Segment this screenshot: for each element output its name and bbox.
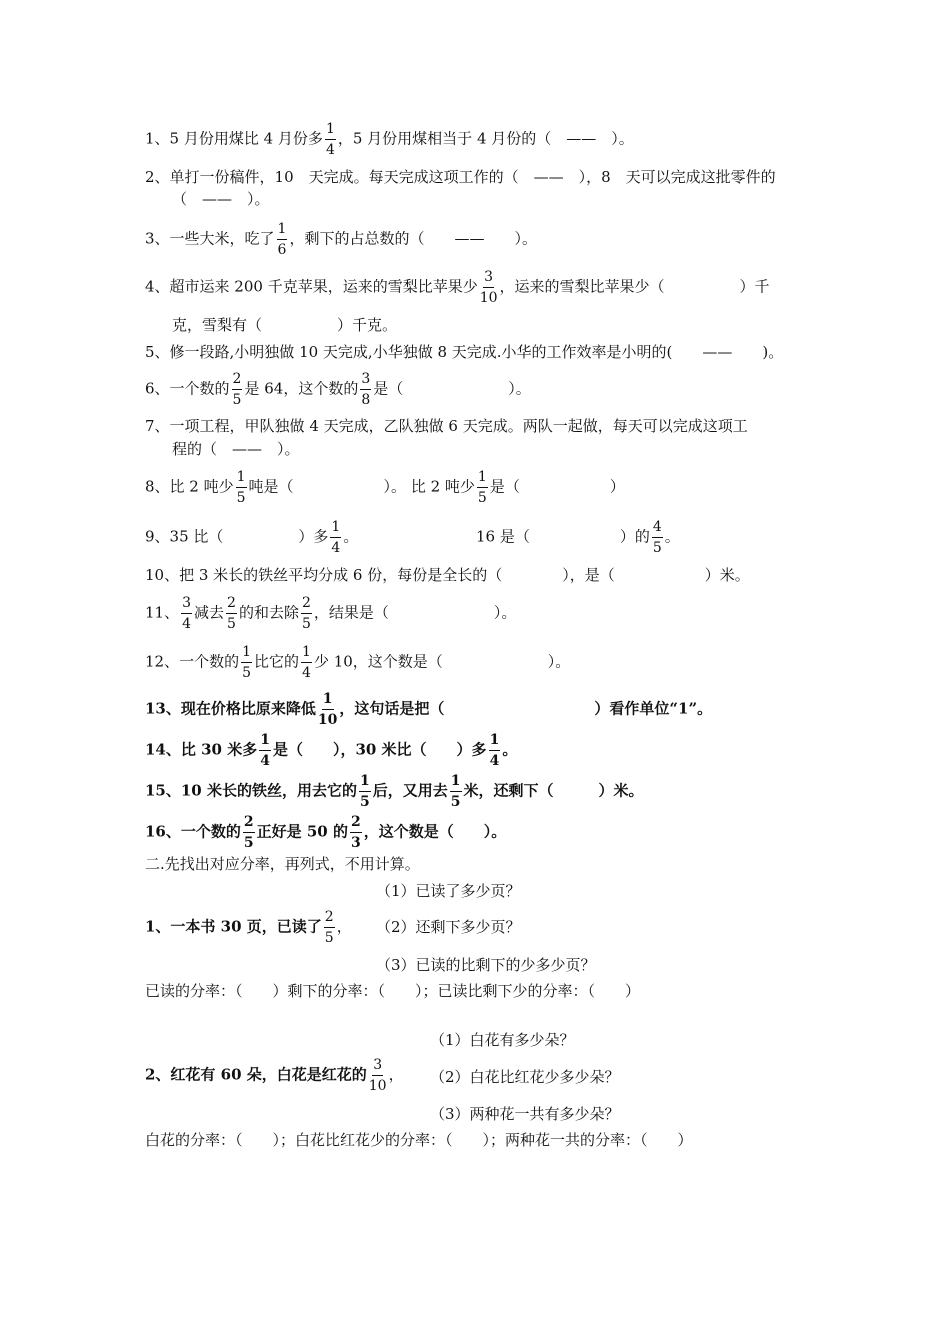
question-16: 16、一个数的 $\frac{2}{5}$ 正好是 50 的 $\frac{2}{3}$ ，这个数是（ ）。 <box>145 814 507 851</box>
question-7: 7、一项工程，甲队独做 4 天完成，乙队独做 6 天完成。两队一起做，每天可以完成这项工 <box>145 417 748 435</box>
fraction: $\frac{1}{6}$ <box>277 221 287 258</box>
problem-2-sub-2: （2）白花比红花少多少朵？ <box>430 1068 620 1086</box>
problem-1-answer-line: 已读的分率：（ ）剩下的分率：（ ）；已读比剩下少的分率：（ ） <box>145 982 641 1000</box>
fraction: $\frac{1}{4}$ <box>489 732 500 769</box>
fraction: $\frac{1}{4}$ <box>331 519 341 556</box>
problem-2: 2、红花有 60 朵，白花是红花的 $\frac{3}{10}$ ， <box>145 1057 404 1094</box>
question-1: 1、5 月份用煤比 4 月份多 $\frac{1}{4}$ ，5 月份用煤相当于 4 月份的（ —— ）。 <box>145 121 634 158</box>
problem-2-sub-3: （3）两种花一共有多少朵？ <box>430 1105 620 1123</box>
fraction: $\frac{2}{5}$ <box>232 371 242 408</box>
fraction: $\frac{1}{5}$ <box>236 469 246 506</box>
fraction: $\frac{3}{10}$ <box>479 269 498 306</box>
fraction: $\frac{2}{3}$ <box>350 814 361 851</box>
fraction: $\frac{1}{5}$ <box>359 773 370 810</box>
question-11: 11、 $\frac{3}{4}$ 减去 $\frac{2}{5}$ 的和去除 $\frac{2}{5}$ ，结果是（ ）。 <box>145 595 517 632</box>
question-14: 14、比 30 米多 $\frac{1}{4}$ 是（ ），30 米比（ ）多 $\frac{1}{4}$ 。 <box>145 732 518 769</box>
fraction: $\frac{3}{8}$ <box>361 371 371 408</box>
question-13: 13、现在价格比原来降低 $\frac{1}{10}$ ，这句话是把（ ）看作单位“1”。 <box>145 691 713 728</box>
question-text: 1、5 月份用煤比 4 月份多 <box>145 129 323 148</box>
fraction: $\frac{2}{5}$ <box>301 595 311 632</box>
question-10: 10、把 3 米长的铁丝平均分成 6 份，每份是全长的（ ），是（ ）米。 <box>145 566 750 584</box>
section-2-title: 二.先找出对应分率，再列式，不用计算。 <box>145 855 420 873</box>
fraction: $\frac{1}{5}$ <box>242 644 252 681</box>
problem-1-sub-2: （2）还剩下多少页？ <box>376 918 521 936</box>
fraction: $\frac{1}{4}$ <box>260 732 270 769</box>
problem-1-sub-3: （3）已读的比剩下的少多少页？ <box>376 956 596 974</box>
fraction: $\frac{1}{5}$ <box>477 469 487 506</box>
question-4-cont: 克，雪梨有（ ）千克。 <box>172 316 398 334</box>
question-15: 15、10 米长的铁丝，用去它的 $\frac{1}{5}$ 后，又用去 $\frac{1}{5}$ 米，还剩下（ ）米。 <box>145 773 644 810</box>
question-3: 3、一些大米，吃了 $\frac{1}{6}$ ，剩下的占总数的（ —— ）。 <box>145 221 537 258</box>
fraction: $\frac{2}{5}$ <box>243 814 254 851</box>
problem-1: 1、一本书 30 页，已读了 $\frac{2}{5}$ ， <box>145 909 352 946</box>
question-8: 8、比 2 吨少 $\frac{1}{5}$ 吨是（ ）。 比 2 吨少 $\frac{1}{5}$ 是（ ） <box>145 469 625 506</box>
fraction: $\frac{4}{5}$ <box>652 519 662 556</box>
fraction: $\frac{3}{10}$ <box>368 1057 387 1094</box>
problem-2-answer-line: 白花的分率：（ ）；白花比红花少的分率：（ ）；两种花一共的分率：（ ） <box>145 1131 693 1149</box>
question-9a: 9、35 比（ ）多 $\frac{1}{4}$ 。 <box>145 519 359 556</box>
problem-1-sub-1: （1）已读了多少页？ <box>376 882 521 900</box>
question-2-cont: （ —— ）。 <box>172 190 270 208</box>
fraction: $\frac{1}{4}$ <box>302 644 311 681</box>
problem-2-sub-1: （1）白花有多少朵？ <box>430 1031 575 1049</box>
fraction: $\frac{2}{5}$ <box>227 595 236 632</box>
fraction: $\frac{1}{10}$ <box>317 691 338 728</box>
question-2: 2、单打一份稿件，10 天完成。每天完成这项工作的（ —— ），8 天可以完成这批零件的 <box>145 168 776 186</box>
question-9b: 16 是（ ）的 $\frac{4}{5}$ 。 <box>476 519 680 556</box>
fraction: $\frac{1}{4}$ <box>325 121 335 158</box>
question-7-cont: 程的（ —— ）。 <box>172 440 300 458</box>
question-5: 5、修一段路,小明独做 10 天完成,小华独做 8 天完成.小华的工作效率是小明的( —— )。 <box>145 343 784 361</box>
fraction: $\frac{2}{5}$ <box>324 909 334 946</box>
fraction: $\frac{1}{5}$ <box>450 773 461 810</box>
question-12: 12、一个数的 $\frac{1}{5}$ 比它的 $\frac{1}{4}$ 少 10，这个数是（ ）。 <box>145 644 571 681</box>
question-6: 6、一个数的 $\frac{2}{5}$ 是 64，这个数的 $\frac{3}{8}$ 是（ ）。 <box>145 371 531 408</box>
fraction: $\frac{3}{4}$ <box>182 595 192 632</box>
question-4: 4、超市运来 200 千克苹果，运来的雪梨比苹果少 $\frac{3}{10}$ ，运来的雪梨比苹果少（ ）千 <box>145 269 770 306</box>
